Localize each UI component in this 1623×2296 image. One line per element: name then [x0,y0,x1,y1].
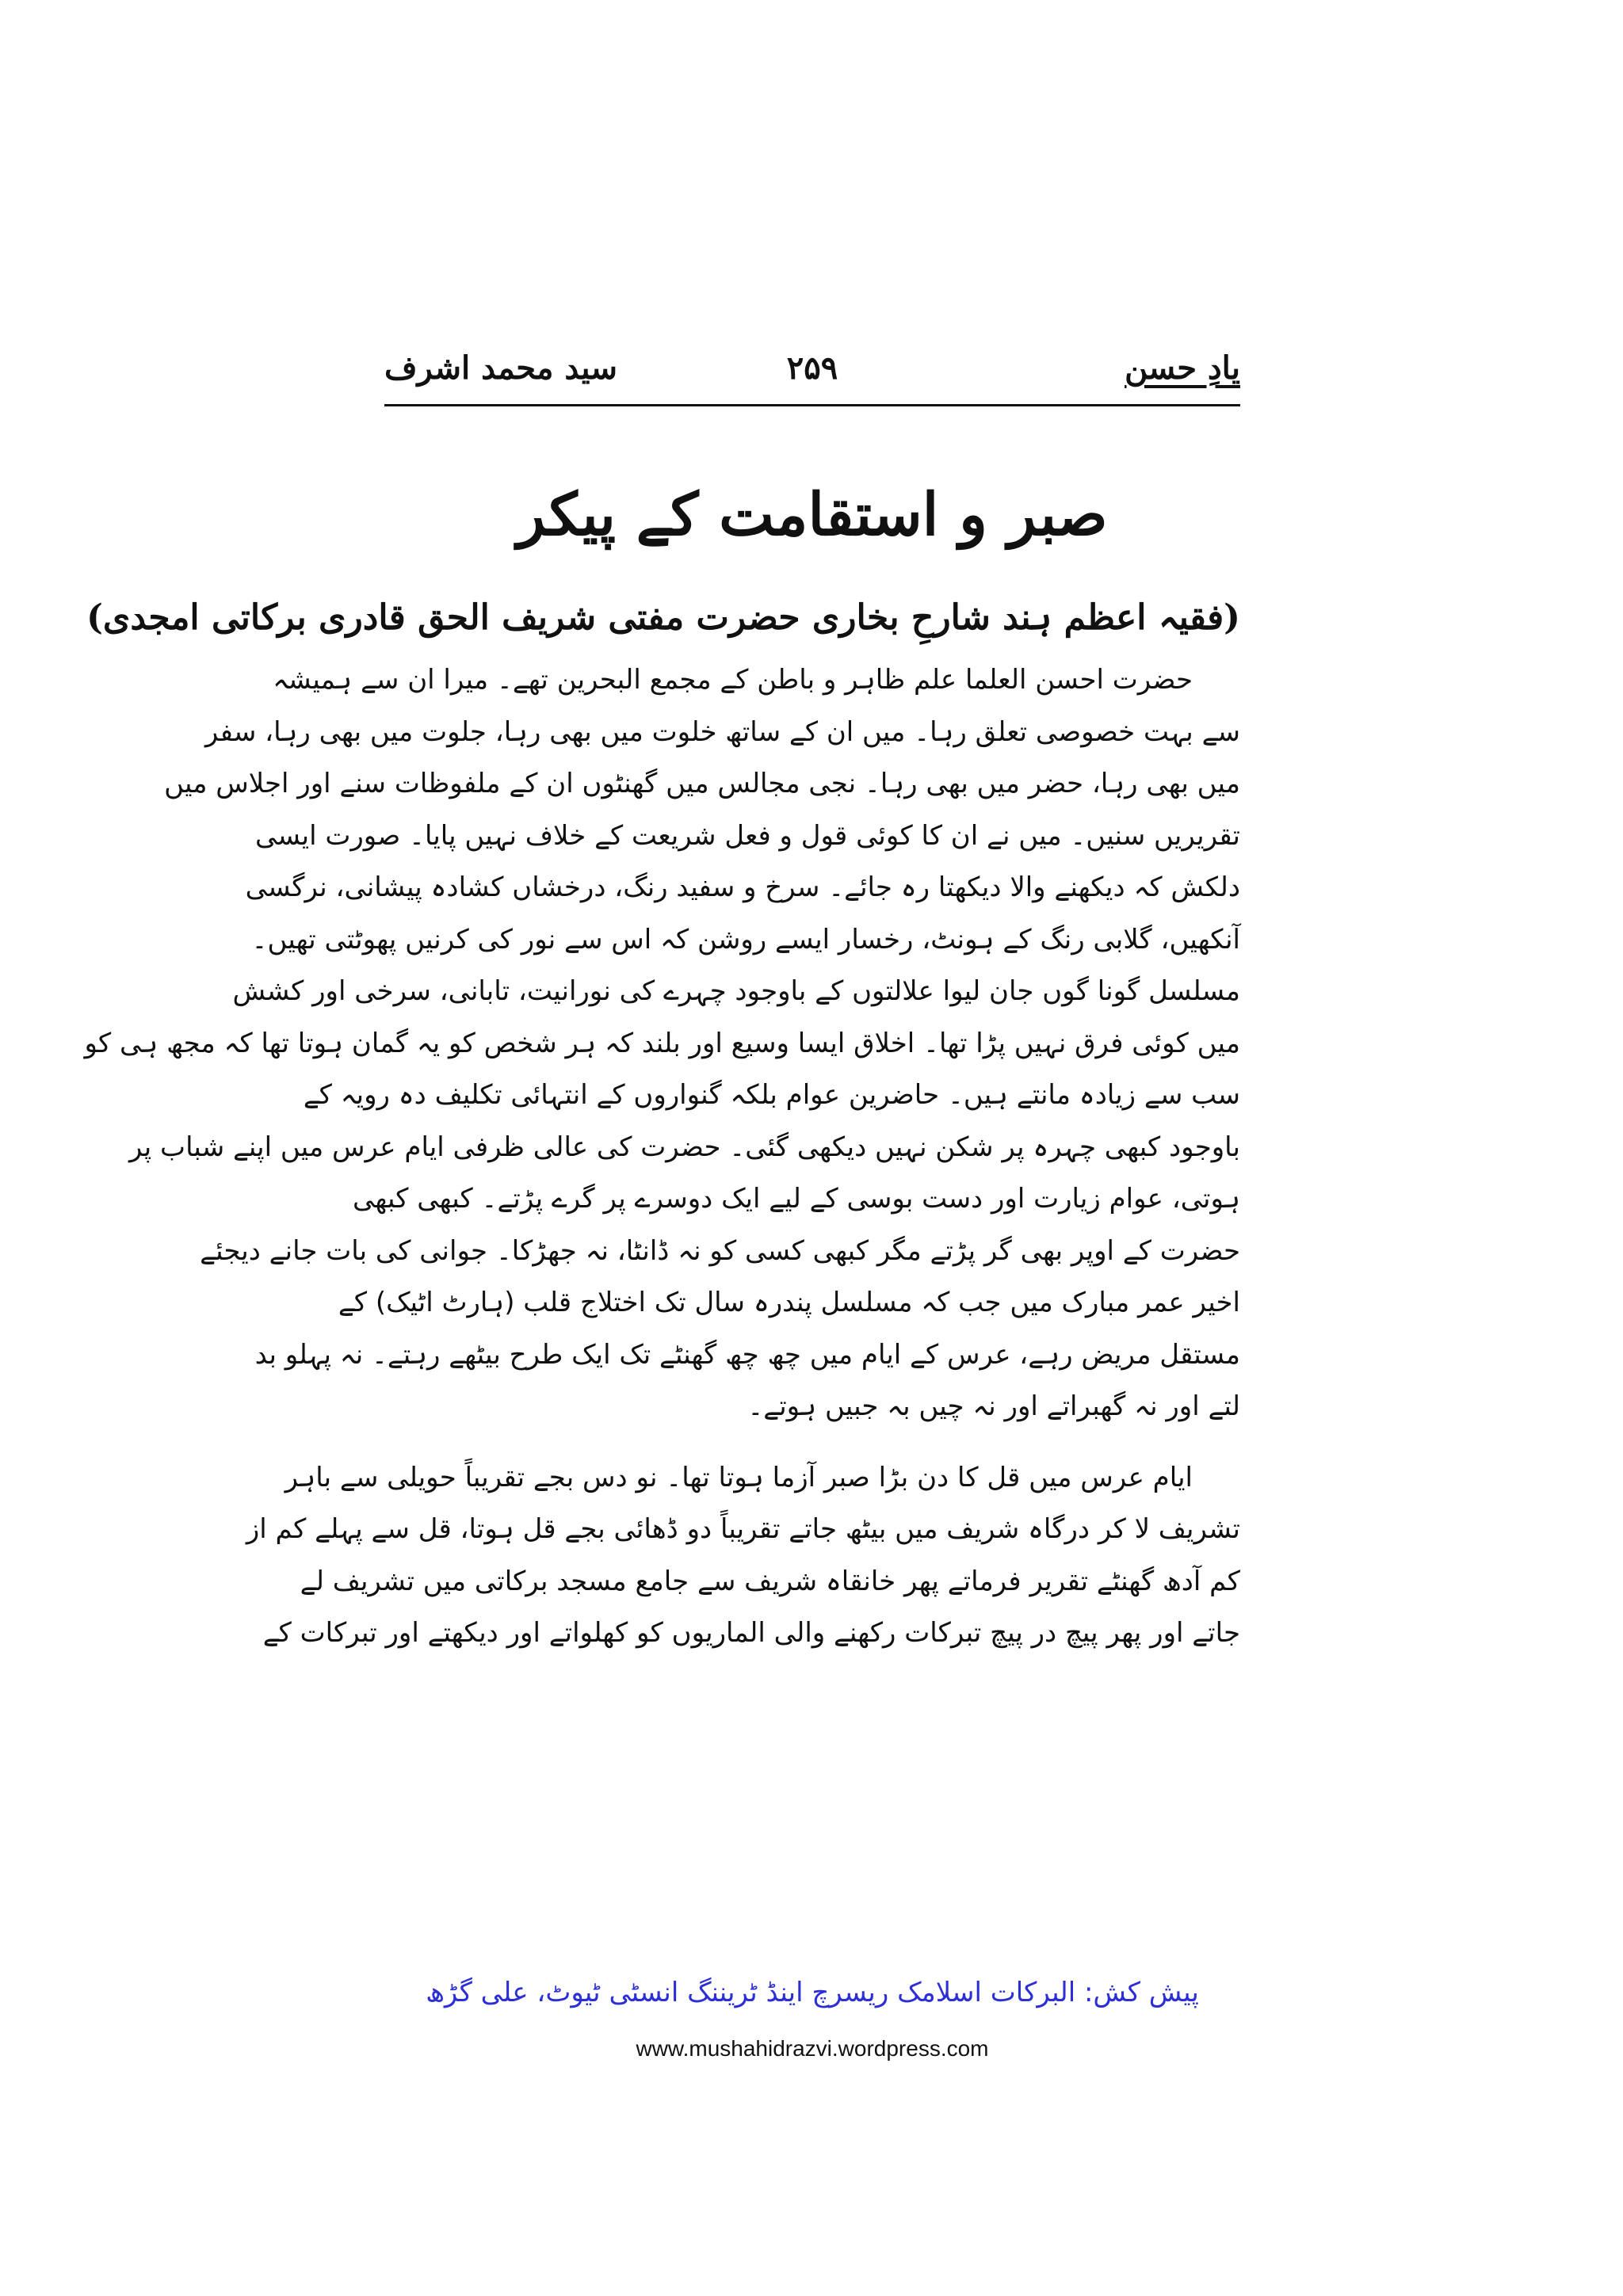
chapter-subtitle: (فقیہ اعظم ہند شارحِ بخاری حضرت مفتی شریف الحق قادری برکاتی امجدی) [86,597,1240,638]
text-line: حضرت کے اوپر بھی گر پڑتے مگر کبھی کسی کو نہ ڈانٹا، نہ جھڑکا۔ جوانی کی بات جانے دیجئے [200,1234,1240,1267]
text-line: لتے اور نہ گھبراتے اور نہ چیں بہ جبیں ہوتے۔ [747,1390,1240,1422]
footer-url: www.mushahidrazvi.wordpress.com [636,2036,989,2061]
text-line: اخیر عمر مبارک میں جب کہ مسلسل پندرہ سال تک اختلاج قلب (ہارٹ اٹیک) کے [338,1287,1240,1318]
text-line: کم آدھ گھنٹے تقریر فرماتے پھر خانقاہ شریف سے جامع مسجد برکاتی میں تشریف لے [300,1565,1240,1597]
text-line: مستقل مریض رہے، عرس کے ایام میں چھ چھ گھنٹے تک ایک طرح بیٹھے رہتے۔ نہ پہلو بد [254,1338,1240,1371]
text-line: باوجود کبھی چہرہ پر شکن نہیں دیکھی گئی۔ حضرت کی عالی ظرفی ایام عرس میں اپنے شباب پر [129,1131,1240,1163]
text-line: سب سے زیادہ مانتے ہیں۔ حاضرین عوام بلکہ گنواروں کے انتہائی تکلیف دہ رویہ کے [303,1079,1240,1111]
text-line: تشریف لا کر درگاہ شریف میں بیٹھ جاتے تقریباً دو ڈھائی بجے قل ہوتا، قل سے پہلے کم از [246,1513,1240,1545]
paragraph-gap [384,1433,1240,1452]
text-line: سے بہت خصوصی تعلق رہا۔ میں ان کے ساتھ خلوت میں بھی رہا، جلوت میں بھی رہا، سفر [204,715,1240,748]
page-header [384,333,1240,406]
text-line: جاتے اور پھر پیچ در پیچ تبرکات رکھنے والی الماریوں کو کھلواتے اور دیکھتے اور تبرکات کے [262,1617,1240,1649]
body-text [84,654,1240,1660]
text-line: میں کوئی فرق نہیں پڑا تھا۔ اخلاق ایسا وسیع اور بلند کہ ہر شخص کو یہ گمان ہوتا تھا کہ مجھ ہی کو [84,1027,1240,1059]
page-number: ۲۵۹ [786,349,838,387]
text-line: مسلسل گونا گوں جان لیوا علالتوں کے باوجود چہرے کی نورانیت، تابانی، سرخی اور کشش [232,975,1240,1007]
text-line: ہوتی، عوام زیارت اور دست بوسی کے لیے ایک دوسرے پر گرے پڑتے۔ کبھی کبھی [353,1183,1240,1215]
header-book-title: یادِ حسن [1125,349,1240,387]
chapter-title: صبر و استقامت کے پیکر [517,481,1108,549]
header-author: سید محمد اشرف [384,349,617,387]
text-line: تقریریں سنیں۔ میں نے ان کا کوئی قول و فعل شریعت کے خلاف نہیں پایا۔ صورت ایسی [254,819,1240,852]
text-line: ایام عرس میں قل کا دن بڑا صبر آزما ہوتا تھا۔ نو دس بجے تقریباً حویلی سے باہر [285,1461,1193,1493]
text-line: آنکھیں، گلابی رنگ کے ہونٹ، رخسار ایسے روشن کہ اس سے نور کی کرنیں پھوٹتی تھیں۔ [251,923,1240,955]
text-line: حضرت احسن العلما علم ظاہر و باطن کے مجمع البحرین تھے۔ میرا ان سے ہمیشہ [273,664,1193,696]
footer-credit: پیش کش: البرکات اسلامک ریسرچ اینڈ ٹریننگ انسٹی ٹیوٹ، علی گڑھ [426,1977,1199,2008]
text-line: میں بھی رہا، حضر میں بھی رہا۔ نجی مجالس میں گھنٹوں ان کے ملفوظات سنے اور اجلاس میں [164,768,1240,799]
text-line: دلکش کہ دیکھنے والا دیکھتا رہ جائے۔ سرخ و سفید رنگ، درخشاں کشادہ پیشانی، نرگسی [245,871,1240,903]
